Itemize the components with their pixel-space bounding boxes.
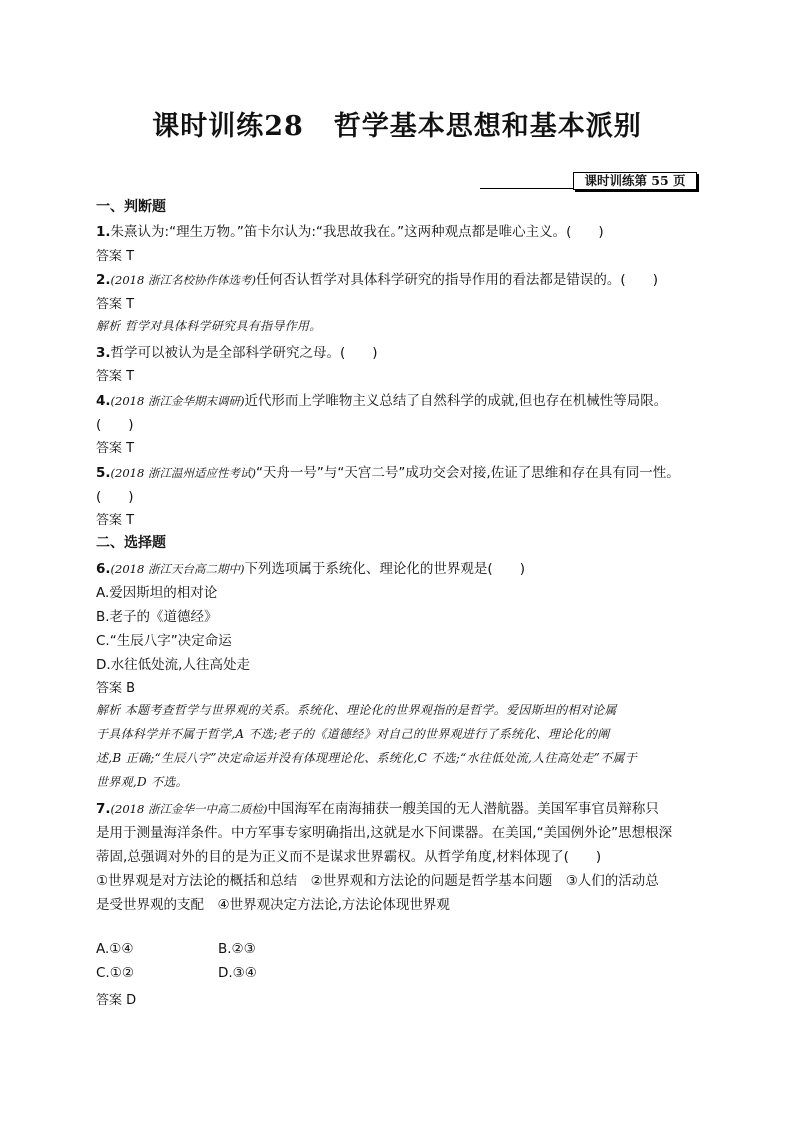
title-right: 哲学基本思想和基本派别 bbox=[333, 111, 642, 142]
answer-3: 答案 T bbox=[96, 369, 135, 384]
question-7-line-1: 7.(2018 浙江金华一中高二质检)中国海军在南海捕获一艘美国的无人潜航器。美国军事官员辩称只 bbox=[96, 801, 659, 817]
answer-2: 答案 T bbox=[96, 297, 135, 312]
question-7-line-2: 是用于测量海洋条件。中方军事专家明确指出,这就是水下间谍器。在美国,“美国例外论”思想根深 bbox=[96, 825, 673, 841]
section-heading-1: 一、判断题 bbox=[96, 199, 166, 215]
option-7b: B.②③ bbox=[218, 941, 256, 957]
answer-7: 答案 D bbox=[96, 993, 137, 1008]
option-6a: A.爱因斯坦的相对论 bbox=[96, 585, 218, 601]
option-6b: B.老子的《道德经》 bbox=[96, 609, 218, 625]
answer-4: 答案 T bbox=[96, 441, 135, 456]
option-6c: C.“生辰八字”决定命运 bbox=[96, 633, 232, 649]
explanation-2: 解析 哲学对具体科学研究具有指导作用。 bbox=[96, 319, 322, 333]
answer-5: 答案 T bbox=[96, 513, 135, 528]
answer-1: 答案 T bbox=[96, 249, 135, 264]
question-3: 3.哲学可以被认为是全部科学研究之母。( ) bbox=[96, 345, 378, 361]
explanation-6-line-3: 述,B 正确;“生辰八字”决定命运并没有体现理论化、系统化,C 不选;“水往低处流,人往高处走”不属于 bbox=[96, 751, 638, 765]
answer-6: 答案 B bbox=[96, 681, 136, 696]
question-2: 2.(2018 浙江名校协作体选考)任何否认哲学对具体科学研究的指导作用的看法都是错误的。( ) bbox=[96, 272, 658, 288]
tag-rule bbox=[480, 188, 575, 189]
option-7a: A.①④ bbox=[96, 941, 134, 957]
question-7-line-3: 蒂固,总强调对外的目的是为正义而不是谋求世界霸权。从哲学角度,材料体现了( ) bbox=[96, 849, 602, 865]
question-4: 4.(2018 浙江金华期末调研)近代形而上学唯物主义总结了自然科学的成就,但也存在机械性等局限。 bbox=[96, 393, 668, 409]
explanation-6-line-1: 解析 本题考查哲学与世界观的关系。系统化、理论化的世界观指的是哲学。爱因斯坦的相对论属 bbox=[96, 703, 617, 717]
title-left: 课时训练28 bbox=[152, 111, 304, 142]
explanation-6-line-4: 世界观,D 不选。 bbox=[96, 775, 188, 789]
question-5: 5.(2018 浙江温州适应性考试)“天舟一号”与“天宫二号”成功交会对接,佐证了思维和存在具有同一性。 bbox=[96, 465, 680, 481]
question-7-line-4: ①世界观是对方法论的概括和总结 ②世界观和方法论的问题是哲学基本问题 ③人们的活动总 bbox=[96, 873, 659, 889]
explanation-6-line-2: 于具体科学并不属于哲学,A 不选;老子的《道德经》对自己的世界观进行了系统化、理论化的阐 bbox=[96, 727, 610, 741]
page-tag: 课时训练第 55 页 bbox=[573, 172, 697, 190]
question-1: 1.朱熹认为:“理生万物。”笛卡尔认为:“我思故我在。”这两种观点都是唯心主义。( ) bbox=[96, 224, 604, 240]
question-6: 6.(2018 浙江天台高二期中)下列选项属于系统化、理论化的世界观是( ) bbox=[96, 561, 525, 577]
page-title bbox=[0, 104, 794, 143]
question-7-line-5: 是受世界观的支配 ④世界观决定方法论,方法论体现世界观 bbox=[96, 897, 450, 913]
option-7c: C.①② bbox=[96, 965, 134, 981]
option-6d: D.水往低处流,人往高处走 bbox=[96, 657, 250, 673]
section-heading-2: 二、选择题 bbox=[96, 535, 166, 551]
question-5-paren: ( ) bbox=[96, 489, 134, 505]
option-7d: D.③④ bbox=[218, 965, 257, 981]
question-4-paren: ( ) bbox=[96, 417, 134, 433]
